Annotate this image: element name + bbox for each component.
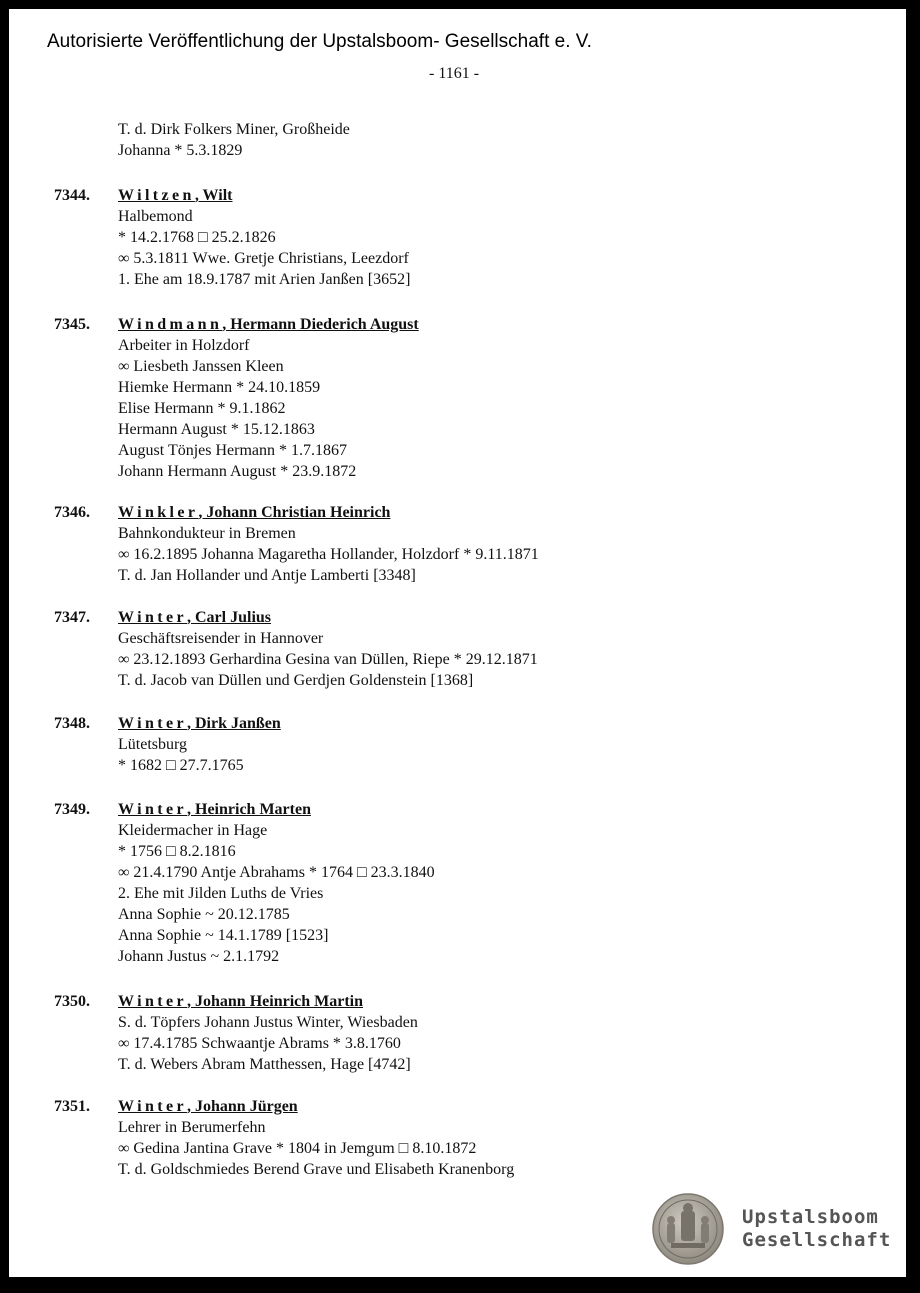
entry-line: ∞ Gedina Jantina Grave * 1804 in Jemgum □ 8.10.1872: [118, 1140, 477, 1157]
entry-line: Lehrer in Berumerfehn: [118, 1119, 266, 1136]
entry-line: ∞ 16.2.1895 Johanna Magaretha Hollander, Holzdorf * 9.11.1871: [118, 546, 539, 563]
entry-line: Geschäftsreisender in Hannover: [118, 630, 324, 647]
entry-name: [118, 991, 418, 1012]
entry-name: [118, 185, 410, 206]
entry-line: T. d. Webers Abram Matthessen, Hage [4742]: [118, 1056, 411, 1073]
logo-line-2: Gesellschaft: [742, 1229, 892, 1251]
entry-given-name: , Johann Christian Heinrich: [198, 504, 391, 521]
logo-text: [742, 1206, 891, 1252]
entry-body: [118, 713, 281, 776]
entry-given-name: , Dirk Janßen: [187, 715, 281, 732]
entry-line: T. d. Goldschmiedes Berend Grave und Elisabeth Kranenborg: [118, 1161, 515, 1178]
entry-number: 7345.: [54, 316, 90, 333]
entry-line: Arbeiter in Holzdorf: [118, 337, 250, 354]
entry-line: Halbemond: [118, 208, 193, 225]
entry-name: [118, 713, 281, 734]
entry-line: 2. Ehe mit Jilden Luths de Vries: [118, 885, 324, 902]
seal-icon: [651, 1189, 727, 1271]
intro-line: T. d. Dirk Folkers Miner, Großheide: [118, 121, 350, 138]
entry-line: Lütetsburg: [118, 736, 188, 753]
entry-body: [118, 185, 410, 290]
entry-line: * 14.2.1768 □ 25.2.1826: [118, 229, 276, 246]
entry-surname: Winter: [118, 801, 187, 818]
entry-number: 7349.: [54, 801, 90, 818]
entry-given-name: , Heinrich Marten: [187, 801, 311, 818]
entry-line: Elise Hermann * 9.1.1862: [118, 400, 286, 417]
entry-number: 7346.: [54, 504, 90, 521]
entry-body: [118, 607, 538, 691]
entry-name: [118, 607, 538, 628]
entry-surname: Wiltzen: [118, 187, 195, 204]
entry-line: S. d. Töpfers Johann Justus Winter, Wiesbaden: [118, 1014, 418, 1031]
entry-surname: Winter: [118, 993, 187, 1010]
entry-line: ∞ 17.4.1785 Schwaantje Abrams * 3.8.1760: [118, 1035, 401, 1052]
entry-line: T. d. Jan Hollander und Antje Lamberti [3348]: [118, 567, 416, 584]
entry-line: T. d. Jacob van Düllen und Gerdjen Goldenstein [1368]: [118, 672, 474, 689]
entry-line: Johann Justus ~ 2.1.1792: [118, 948, 280, 965]
entry-surname: Winter: [118, 715, 187, 732]
entry-name: [118, 314, 419, 335]
entry-body: [118, 991, 418, 1075]
entry-body: [118, 799, 435, 967]
header-title: Autorisierte Veröffentlichung der Upstalsboom- Gesellschaft e. V.: [47, 31, 592, 52]
entry-given-name: , Hermann Diederich August: [222, 316, 419, 333]
entry-line: Anna Sophie ~ 14.1.1789 [1523]: [118, 927, 329, 944]
entry-line: ∞ 21.4.1790 Antje Abrahams * 1764 □ 23.3.1840: [118, 864, 435, 881]
entry-surname: Winkler: [118, 504, 199, 521]
entry-body: [118, 502, 539, 586]
document-page: [8, 8, 907, 1278]
entry-line: * 1756 □ 8.2.1816: [118, 843, 236, 860]
entry-number: 7350.: [54, 993, 90, 1010]
entry-surname: Windmann: [118, 316, 223, 333]
entry-surname: Winter: [118, 609, 187, 626]
entry-line: ∞ 23.12.1893 Gerhardina Gesina van Düllen, Riepe * 29.12.1871: [118, 651, 538, 668]
page-number: - 1161 -: [429, 65, 480, 82]
entry-given-name: , Wilt: [194, 187, 233, 204]
entry-number: 7348.: [54, 715, 90, 732]
entry-line: Kleidermacher in Hage: [118, 822, 268, 839]
entry-name: [118, 502, 539, 523]
entry-given-name: , Johann Jürgen: [187, 1098, 298, 1115]
entry-surname: Winter: [118, 1098, 187, 1115]
entry-line: Anna Sophie ~ 20.12.1785: [118, 906, 290, 923]
entry-line: ∞ 5.3.1811 Wwe. Gretje Christians, Leezdorf: [118, 250, 409, 267]
entry-line: Hiemke Hermann * 24.10.1859: [118, 379, 321, 396]
entry-name: [118, 799, 435, 820]
entry-given-name: , Carl Julius: [187, 609, 272, 626]
entry-body: [118, 1096, 514, 1180]
entry-number: 7347.: [54, 609, 90, 626]
entry-body: [118, 314, 419, 482]
entry-name: [118, 1096, 514, 1117]
entry-number: 7344.: [54, 187, 90, 204]
entry-line: August Tönjes Hermann * 1.7.1867: [118, 442, 348, 459]
intro-line: Johanna * 5.3.1829: [118, 142, 243, 159]
entry-line: Hermann August * 15.12.1863: [118, 421, 315, 438]
entry-line: 1. Ehe am 18.9.1787 mit Arien Janßen [3652]: [118, 271, 411, 288]
entry-line: Bahnkondukteur in Bremen: [118, 525, 296, 542]
entry-line: ∞ Liesbeth Janssen Kleen: [118, 358, 284, 375]
intro-continuation: [118, 119, 350, 161]
entry-line: Johann Hermann August * 23.9.1872: [118, 463, 357, 480]
society-logo: [651, 1189, 896, 1271]
entry-number: 7351.: [54, 1098, 90, 1115]
logo-line-1: Upstalsboom: [742, 1206, 879, 1228]
entry-line: * 1682 □ 27.7.1765: [118, 757, 244, 774]
entry-given-name: , Johann Heinrich Martin: [187, 993, 364, 1010]
